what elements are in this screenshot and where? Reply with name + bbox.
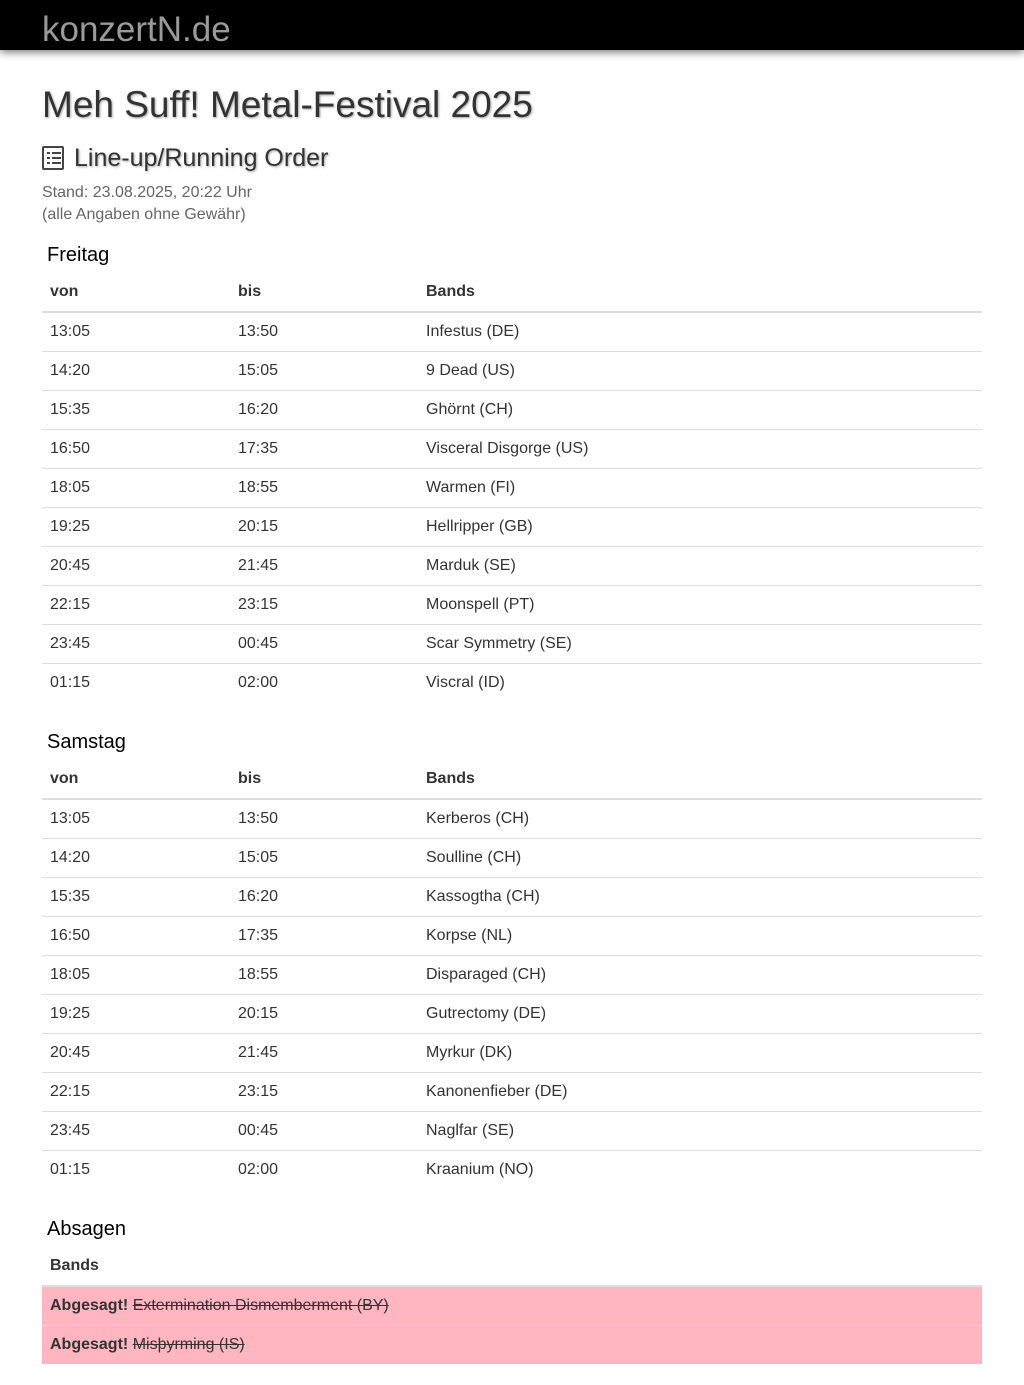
table-row [42, 955, 982, 994]
list-alt-icon [42, 146, 64, 170]
time-to: 23:15 [230, 1072, 418, 1111]
band-name: Marduk (SE) [418, 546, 982, 585]
table-row [42, 468, 982, 507]
time-to: 16:20 [230, 390, 418, 429]
time-from: 14:20 [42, 351, 230, 390]
cancelled-label: Abgesagt! [50, 1335, 129, 1353]
time-to: 17:35 [230, 916, 418, 955]
time-from: 18:05 [42, 468, 230, 507]
cancelled-row [42, 1286, 982, 1325]
schedule-table-freitag [42, 273, 982, 702]
band-name: Moonspell (PT) [418, 585, 982, 624]
time-to: 15:05 [230, 351, 418, 390]
table-row [42, 507, 982, 546]
time-from: 16:50 [42, 916, 230, 955]
navbar [0, 0, 1024, 50]
time-from: 19:25 [42, 507, 230, 546]
table-header-row [42, 760, 982, 799]
time-to: 00:45 [230, 1111, 418, 1150]
cancelled-row [42, 1325, 982, 1364]
time-from: 20:45 [42, 1033, 230, 1072]
time-from: 13:05 [50, 322, 91, 340]
stand-info [42, 182, 252, 226]
cancelled-label: Abgesagt! [50, 1296, 129, 1314]
table-row [42, 390, 982, 429]
time-to: 13:50 [238, 809, 279, 827]
band-name: Warmen (FI) [418, 468, 982, 507]
table-row [42, 1111, 982, 1150]
brand-link[interactable]: konzertN.de [42, 10, 231, 49]
lineup-heading-text: Line-up/Running Order [74, 144, 329, 172]
time-to: 18:55 [230, 468, 418, 507]
time-from: 23:45 [42, 624, 230, 663]
column-header-to: bis [230, 760, 418, 799]
table-row [42, 994, 982, 1033]
table-row [42, 663, 982, 702]
day-heading-freitag: Freitag [47, 244, 110, 266]
time-from: 18:05 [42, 955, 230, 994]
cancellations-table [42, 1247, 982, 1364]
time-from: 01:15 [42, 1150, 230, 1189]
column-header-bands: Bands [418, 760, 982, 799]
time-to: 18:55 [230, 955, 418, 994]
table-row [42, 1150, 982, 1189]
band-name: Kerberos (CH) [426, 809, 530, 827]
band-name: Infestus (DE) [426, 322, 520, 340]
cancelled-cell [42, 1286, 982, 1325]
column-header-bands: Bands [418, 273, 982, 312]
table-row [42, 838, 982, 877]
time-from: 22:15 [42, 585, 230, 624]
column-header-from: von [42, 760, 230, 799]
table-header-row [42, 1247, 982, 1286]
table-row [42, 351, 982, 390]
day-heading-samstag: Samstag [47, 731, 126, 753]
page-title: Meh Suff! Metal-Festival 2025 [42, 84, 533, 125]
time-from: 14:20 [42, 838, 230, 877]
band-name: Viscral (ID) [418, 663, 982, 702]
band-name: Kraanium (NO) [418, 1150, 982, 1189]
cancellations-heading: Absagen [47, 1218, 126, 1240]
band-name: Gutrectomy (DE) [418, 994, 982, 1033]
cancelled-band-name: Misþyrming (IS) [132, 1335, 245, 1353]
table-row [42, 429, 982, 468]
time-from: 22:15 [42, 1072, 230, 1111]
band-name: 9 Dead (US) [418, 351, 982, 390]
time-to: 21:45 [230, 1033, 418, 1072]
time-from: 19:25 [42, 994, 230, 1033]
time-to: 16:20 [230, 877, 418, 916]
table-row [42, 877, 982, 916]
time-to: 02:00 [230, 1150, 418, 1189]
time-from: 23:45 [42, 1111, 230, 1150]
column-header-bands: Bands [42, 1247, 982, 1286]
band-name: Disparaged (CH) [418, 955, 982, 994]
time-to: 23:15 [230, 585, 418, 624]
band-name: Kanonenfieber (DE) [418, 1072, 982, 1111]
cancelled-cell [42, 1325, 982, 1364]
column-header-to: bis [230, 273, 418, 312]
time-to: 20:15 [230, 507, 418, 546]
time-to: 00:45 [230, 624, 418, 663]
band-name: Korpse (NL) [418, 916, 982, 955]
time-from: 16:50 [42, 429, 230, 468]
band-name: Soulline (CH) [418, 838, 982, 877]
band-name: Myrkur (DK) [418, 1033, 982, 1072]
table-row [42, 312, 982, 351]
time-from: 13:05 [50, 809, 91, 827]
table-header-row [42, 273, 982, 312]
time-from: 20:45 [42, 546, 230, 585]
table-row [42, 624, 982, 663]
time-to: 13:50 [238, 322, 279, 340]
cancelled-band-name: Extermination Dismemberment (BY) [132, 1296, 389, 1314]
stand-timestamp: Stand: 23.08.2025, 20:22 Uhr [42, 184, 252, 201]
lineup-heading [42, 143, 328, 173]
column-header-from: von [42, 273, 230, 312]
table-row [42, 799, 982, 838]
table-row [42, 916, 982, 955]
time-from: 01:15 [42, 663, 230, 702]
band-name: Naglfar (SE) [418, 1111, 982, 1150]
time-to: 17:35 [230, 429, 418, 468]
time-from: 15:35 [42, 877, 230, 916]
table-row [42, 585, 982, 624]
band-name: Kassogtha (CH) [418, 877, 982, 916]
time-to: 21:45 [230, 546, 418, 585]
table-row [42, 1072, 982, 1111]
time-to: 20:15 [230, 994, 418, 1033]
time-to: 02:00 [230, 663, 418, 702]
time-to: 15:05 [230, 838, 418, 877]
band-name: Scar Symmetry (SE) [418, 624, 982, 663]
band-name: Ghörnt (CH) [418, 390, 982, 429]
schedule-table-samstag [42, 760, 982, 1189]
band-name: Visceral Disgorge (US) [418, 429, 982, 468]
time-from: 15:35 [42, 390, 230, 429]
table-row [42, 546, 982, 585]
table-row [42, 1033, 982, 1072]
disclaimer: (alle Angaben ohne Gewähr) [42, 206, 246, 223]
band-name: Hellripper (GB) [418, 507, 982, 546]
